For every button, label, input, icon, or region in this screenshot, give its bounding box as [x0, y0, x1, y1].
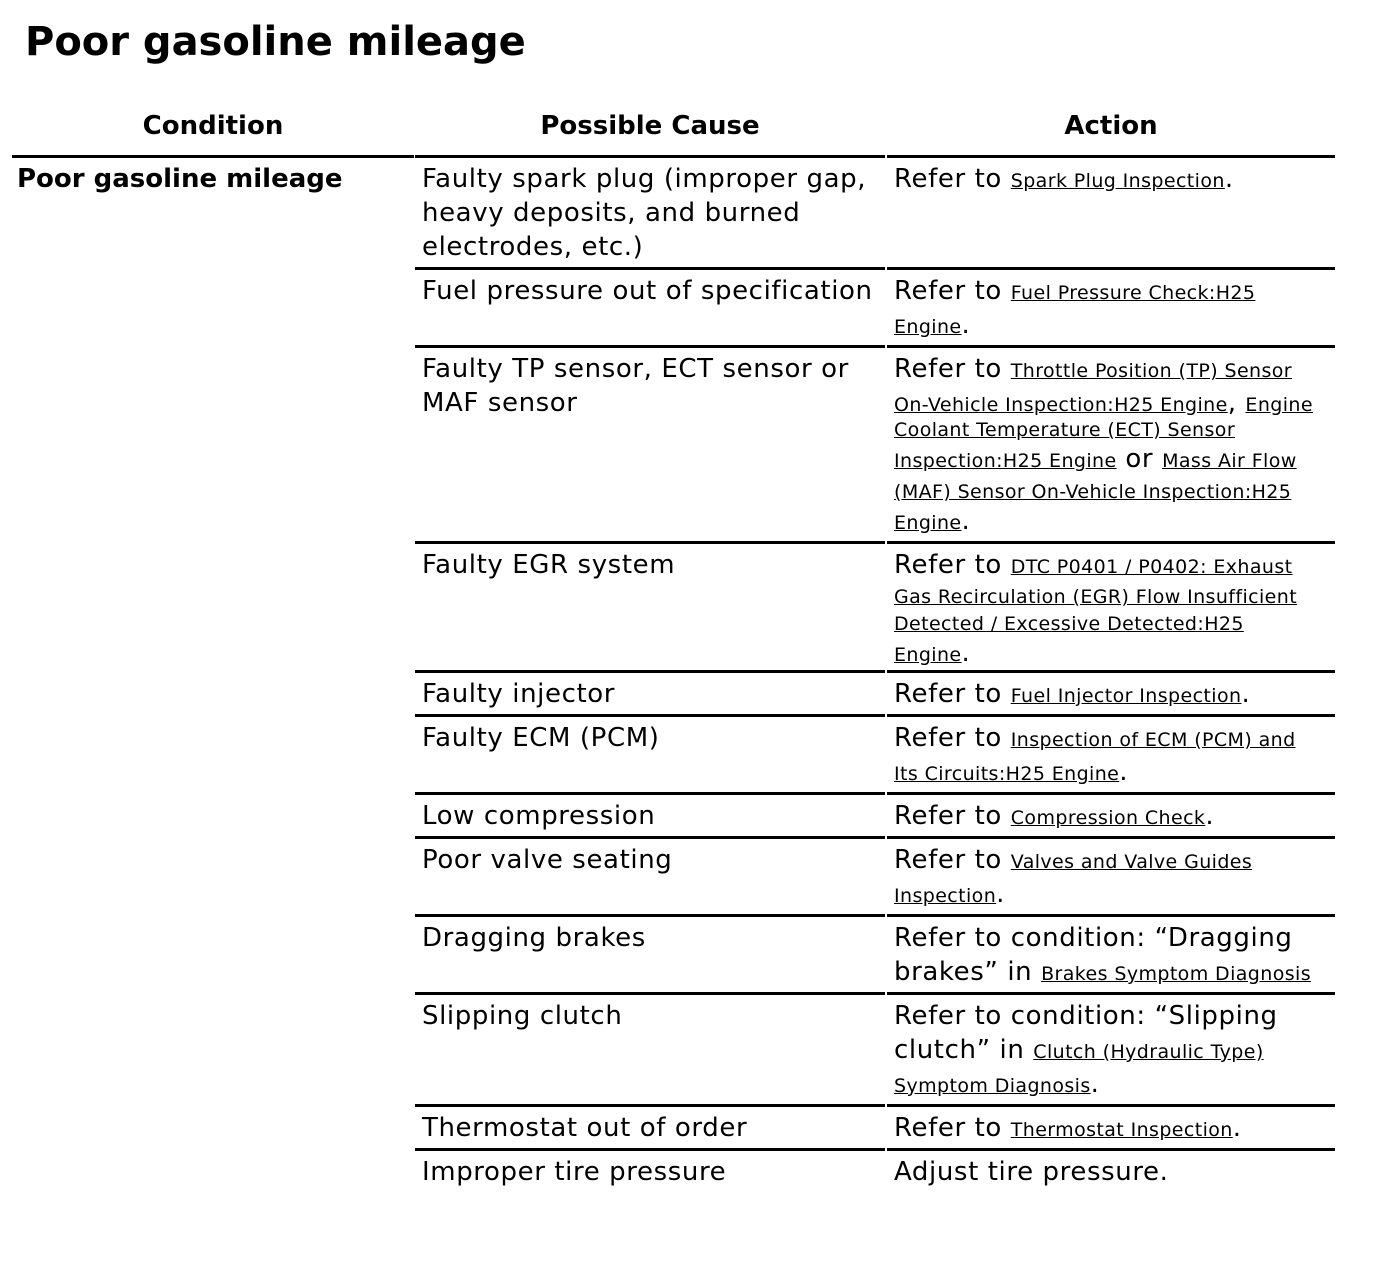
cause-cell: Fuel pressure out of specification [422, 276, 873, 306]
table-row [415, 914, 1335, 994]
link-dtc-p0401-p0402-cont2[interactable]: Detected / Excessive Detected:H25 [894, 613, 1244, 635]
cause-cell: Low compression [422, 801, 656, 831]
link-ect-sensor-inspection[interactable]: Engine [1245, 394, 1313, 416]
link-maf-sensor-inspection-cont[interactable]: (MAF) Sensor On-Vehicle Inspection:H25 [894, 481, 1292, 503]
table-row [415, 1148, 1335, 1198]
link-fuel-pressure-check[interactable]: Fuel Pressure Check:H25 [1010, 282, 1256, 304]
link-ecm-inspection-cont[interactable]: Its Circuits:H25 Engine [894, 763, 1120, 785]
header-condition: Condition [142, 111, 284, 141]
link-spark-plug-inspection[interactable]: Spark Plug Inspection [1010, 170, 1225, 192]
link-valves-inspection[interactable]: Valves and Valve Guides [1010, 851, 1253, 873]
link-thermostat-inspection[interactable]: Thermostat Inspection [1010, 1119, 1233, 1141]
link-valves-inspection-cont[interactable]: Inspection [894, 885, 997, 907]
cause-cell: Faulty injector [422, 679, 616, 709]
action-cell: Refer to Valves and Valve Guides Inspection. [894, 845, 1253, 909]
link-tp-sensor-inspection-cont[interactable]: On-Vehicle Inspection:H25 Engine [894, 394, 1228, 416]
link-dtc-p0401-p0402[interactable]: DTC P0401 / P0402: Exhaust [1010, 556, 1293, 578]
table-row [415, 670, 1335, 715]
table-row [415, 836, 1335, 916]
link-ecm-inspection[interactable]: Inspection of ECM (PCM) and [1010, 729, 1296, 751]
table-row [415, 541, 1335, 672]
link-clutch-symptom-diagnosis[interactable]: Clutch (Hydraulic Type) [1033, 1041, 1264, 1063]
action-cell: Adjust tire pressure. [894, 1157, 1169, 1187]
header-rule-condition [12, 155, 414, 158]
link-dtc-p0401-p0402-end[interactable]: Engine [894, 644, 962, 666]
cause-cell: Faulty spark plug (improper gap, heavy deposits, and burned electrodes, etc.) [422, 164, 867, 262]
action-cell: Refer to Fuel Injector Inspection. [894, 679, 1251, 709]
table-row [415, 1104, 1335, 1149]
action-cell: Refer to Throttle Position (TP) Sensor On-Vehicle Inspection:H25 Engine, Engine Coolant Temperature (ECT) Sensor Inspection:H25 Engine or Mass Air Flow (MAF) Sensor On-Vehicle Inspection:H25 Engine. [894, 354, 1313, 536]
cause-cell: Faulty ECM (PCM) [422, 723, 660, 753]
action-cell: Refer to Thermostat Inspection. [894, 1113, 1242, 1143]
cause-cell: Faulty TP sensor, ECT sensor or MAF sensor [422, 354, 849, 418]
link-brakes-symptom-diagnosis[interactable]: Brakes Symptom Diagnosis [1041, 963, 1312, 985]
table-row [415, 792, 1335, 837]
link-compression-check[interactable]: Compression Check [1010, 807, 1206, 829]
link-fuel-pressure-check-cont[interactable]: Engine [894, 316, 962, 338]
action-cell: Refer to condition: “Dragging brakes” in Brakes Symptom Diagnosis [894, 923, 1312, 987]
action-cell: Refer to condition: “Slipping clutch” in Clutch (Hydraulic Type) Symptom Diagnosis. [894, 1001, 1278, 1099]
header-action: Action [1064, 111, 1158, 141]
cause-cell: Poor valve seating [422, 845, 673, 875]
action-cell: Refer to Compression Check. [894, 801, 1215, 831]
action-cell: Refer to Fuel Pressure Check:H25 Engine. [894, 276, 1256, 340]
condition-cell: Poor gasoline mileage [17, 164, 343, 194]
cause-cell: Thermostat out of order [422, 1113, 748, 1143]
cause-cell: Slipping clutch [422, 1001, 623, 1031]
table-row [415, 267, 1335, 347]
link-ect-sensor-inspection-end[interactable]: Inspection:H25 Engine [894, 450, 1117, 472]
action-cell: Refer to DTC P0401 / P0402: Exhaust Gas Recirculation (EGR) Flow Insufficient Detected / Excessive Detected:H25 Engine. [894, 550, 1298, 668]
table-row [415, 992, 1335, 1106]
cause-cell: Faulty EGR system [422, 550, 676, 580]
link-maf-sensor-inspection[interactable]: Mass Air Flow [1162, 450, 1297, 472]
table-row [415, 155, 1335, 268]
page-title: Poor gasoline mileage [25, 19, 526, 65]
link-dtc-p0401-p0402-cont[interactable]: Gas Recirculation (EGR) Flow Insufficient [894, 586, 1298, 608]
table-row [415, 714, 1335, 794]
header-possible-cause: Possible Cause [540, 111, 760, 141]
table-row [415, 345, 1335, 543]
link-clutch-symptom-diagnosis-cont[interactable]: Symptom Diagnosis [894, 1075, 1091, 1097]
link-maf-sensor-inspection-end[interactable]: Engine [894, 512, 962, 534]
cause-cell: Dragging brakes [422, 923, 646, 953]
cause-cell: Improper tire pressure [422, 1157, 727, 1187]
action-cell: Refer to Inspection of ECM (PCM) and Its Circuits:H25 Engine. [894, 723, 1296, 787]
link-ect-sensor-inspection-cont[interactable]: Coolant Temperature (ECT) Sensor [894, 419, 1236, 441]
action-cell: Refer to Spark Plug Inspection. [894, 164, 1234, 194]
link-fuel-injector-inspection[interactable]: Fuel Injector Inspection [1010, 685, 1242, 707]
link-tp-sensor-inspection[interactable]: Throttle Position (TP) Sensor [1010, 360, 1293, 382]
